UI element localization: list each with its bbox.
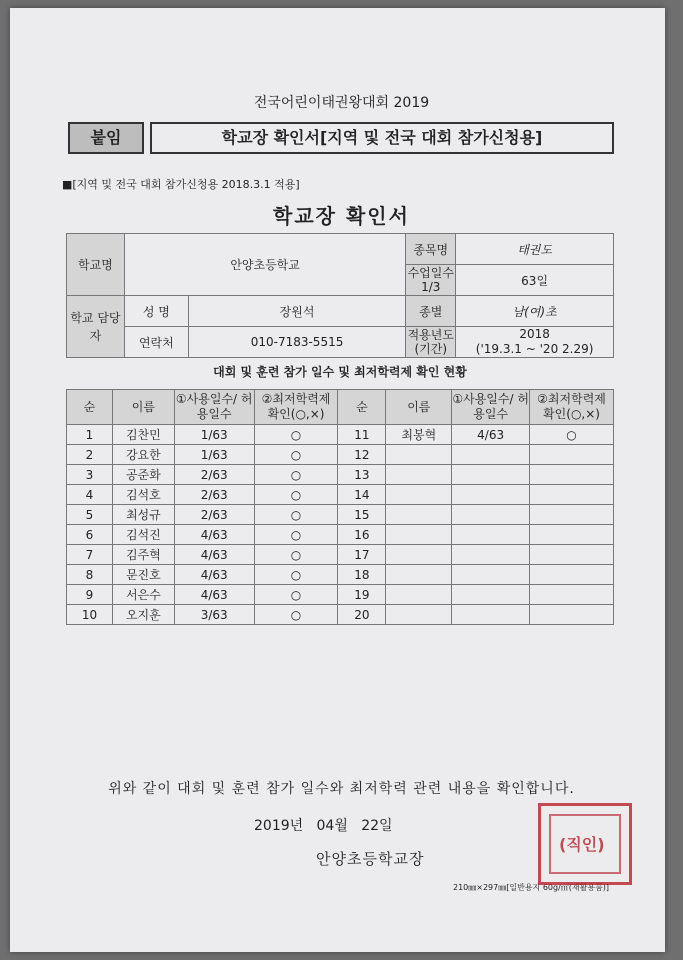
issue-date: 2019년 04월 22일 [254,818,393,834]
row-number: 15 [338,505,386,525]
year-label: 적용년도 (기간) [407,328,454,356]
student-name [386,585,452,605]
student-name: 최성규 [112,505,174,525]
used-days [452,445,530,465]
attachment-label: 붙임 [68,122,144,154]
name-label: 성 명 [124,296,188,327]
row-number: 4 [67,485,113,505]
used-days [452,465,530,485]
row-number: 2 [67,445,113,465]
academic-check: ○ [254,425,338,445]
used-days [452,605,530,625]
academic-check: ○ [254,465,338,485]
signer-title: 안양초등학교장 [316,850,425,868]
student-name: 김찬민 [112,425,174,445]
table-row [67,545,614,565]
status-title: 대회 및 훈련 참가 일수 및 최저학력제 확인 현황 [213,365,467,379]
academic-check [530,565,614,585]
student-name: 강요한 [112,445,174,465]
year-cell [456,327,614,358]
academic-check [530,505,614,525]
academic-check: ○ [254,545,338,565]
period-value: ('19.3.1 ~ '20 2.29) [475,342,594,356]
student-name [386,485,452,505]
used-days: 3/63 [174,605,254,625]
apply-note: ■[지역 및 전국 대회 참가신청용 2018.3.1 적용] [62,178,300,191]
row-number: 1 [67,425,113,445]
student-name: 문진호 [112,565,174,585]
document-title: 학교장 확인서 [273,204,410,228]
table-row [67,425,614,445]
official-seal [538,803,632,885]
header-no-2: 순 [338,390,386,425]
student-name [386,565,452,585]
used-days: 4/63 [174,585,254,605]
academic-check: ○ [254,525,338,545]
used-days [452,525,530,545]
table-row [67,465,614,485]
student-name: 서은수 [112,585,174,605]
header-academic-check-1: ②최저학력제 확인(○,×) [254,390,338,425]
table-row [67,445,614,465]
student-name: 최봉혁 [386,425,452,445]
row-number: 18 [338,565,386,585]
row-number: 9 [67,585,113,605]
used-days: 4/63 [174,545,254,565]
used-days: 1/63 [174,445,254,465]
header-used-days-2: ①사용일수/ 허용일수 [452,390,530,425]
academic-check: ○ [254,605,338,625]
used-days [452,485,530,505]
used-days [452,565,530,585]
student-name: 오지훈 [112,605,174,625]
form-title: 학교장 확인서[지역 및 전국 대회 참가신청용] [150,122,614,154]
header-academic-check-2: ②최저학력제 확인(○,×) [530,390,614,425]
academic-check [530,605,614,625]
attendance-header-row [67,390,614,425]
gender-value: 남(여)초 [456,296,614,327]
used-days: 4/63 [452,425,530,445]
academic-check: ○ [530,425,614,445]
attendance-table [66,389,614,625]
row-number: 6 [67,525,113,545]
academic-check: ○ [254,585,338,605]
row-number: 5 [67,505,113,525]
gender-label: 종별 [406,296,456,327]
school-name-label: 학교명 [67,234,125,296]
row-number: 13 [338,465,386,485]
used-days [452,585,530,605]
academic-check [530,585,614,605]
used-days: 4/63 [174,525,254,545]
name-value: 장원석 [188,296,406,327]
student-name [386,465,452,485]
row-number: 8 [67,565,113,585]
header-name-1: 이름 [112,390,174,425]
student-name [386,445,452,465]
manager-label: 학교 담당자 [67,296,125,358]
school-name: 안양초등학교 [124,234,405,296]
row-number: 7 [67,545,113,565]
academic-check [530,485,614,505]
table-row [67,525,614,545]
table-row [67,485,614,505]
seal-text: (직인) [559,835,605,854]
used-days: 2/63 [174,485,254,505]
academic-check [530,525,614,545]
academic-check [530,545,614,565]
student-name [386,525,452,545]
student-name: 김석호 [112,485,174,505]
table-row [67,585,614,605]
row-number: 10 [67,605,113,625]
row-number: 19 [338,585,386,605]
row-number: 16 [338,525,386,545]
used-days: 4/63 [174,565,254,585]
class-days-label: 수업일수 1/3 [407,266,454,294]
student-name [386,545,452,565]
event-label: 종목명 [406,234,456,265]
row-number: 12 [338,445,386,465]
header-used-days-1: ①사용일수/ 허용일수 [174,390,254,425]
used-days [452,505,530,525]
contact-label: 연락처 [124,327,188,358]
table-row [67,605,614,625]
contact-value: 010-7183-5515 [188,327,406,358]
row-number: 20 [338,605,386,625]
event-title: 전국어린이태권왕대회 2019 [253,95,430,111]
class-days-value: 63일 [456,265,614,296]
student-name: 공준화 [112,465,174,485]
student-name [386,505,452,525]
used-days: 2/63 [174,505,254,525]
row-number: 14 [338,485,386,505]
row-number: 3 [67,465,113,485]
academic-check: ○ [254,485,338,505]
paper-spec: 210㎜×297㎜[일반용지 60g/㎡(재활용품)] [453,883,610,892]
student-name [386,605,452,625]
table-row [67,505,614,525]
academic-check [530,465,614,485]
row-number: 17 [338,545,386,565]
academic-check [530,445,614,465]
event-value: 태권도 [456,234,614,265]
used-days: 1/63 [174,425,254,445]
student-name: 김석진 [112,525,174,545]
student-name: 김주혁 [112,545,174,565]
academic-check: ○ [254,445,338,465]
academic-check: ○ [254,565,338,585]
year-value: 2018 [519,327,550,341]
info-table [66,233,614,358]
header-name-2: 이름 [386,390,452,425]
used-days: 2/63 [174,465,254,485]
table-row [67,565,614,585]
row-number: 11 [338,425,386,445]
header-no-1: 순 [67,390,113,425]
used-days [452,545,530,565]
academic-check: ○ [254,505,338,525]
confirmation-statement: 위와 같이 대회 및 훈련 참가 일수와 최저학력 관련 내용을 확인합니다. [108,781,575,797]
